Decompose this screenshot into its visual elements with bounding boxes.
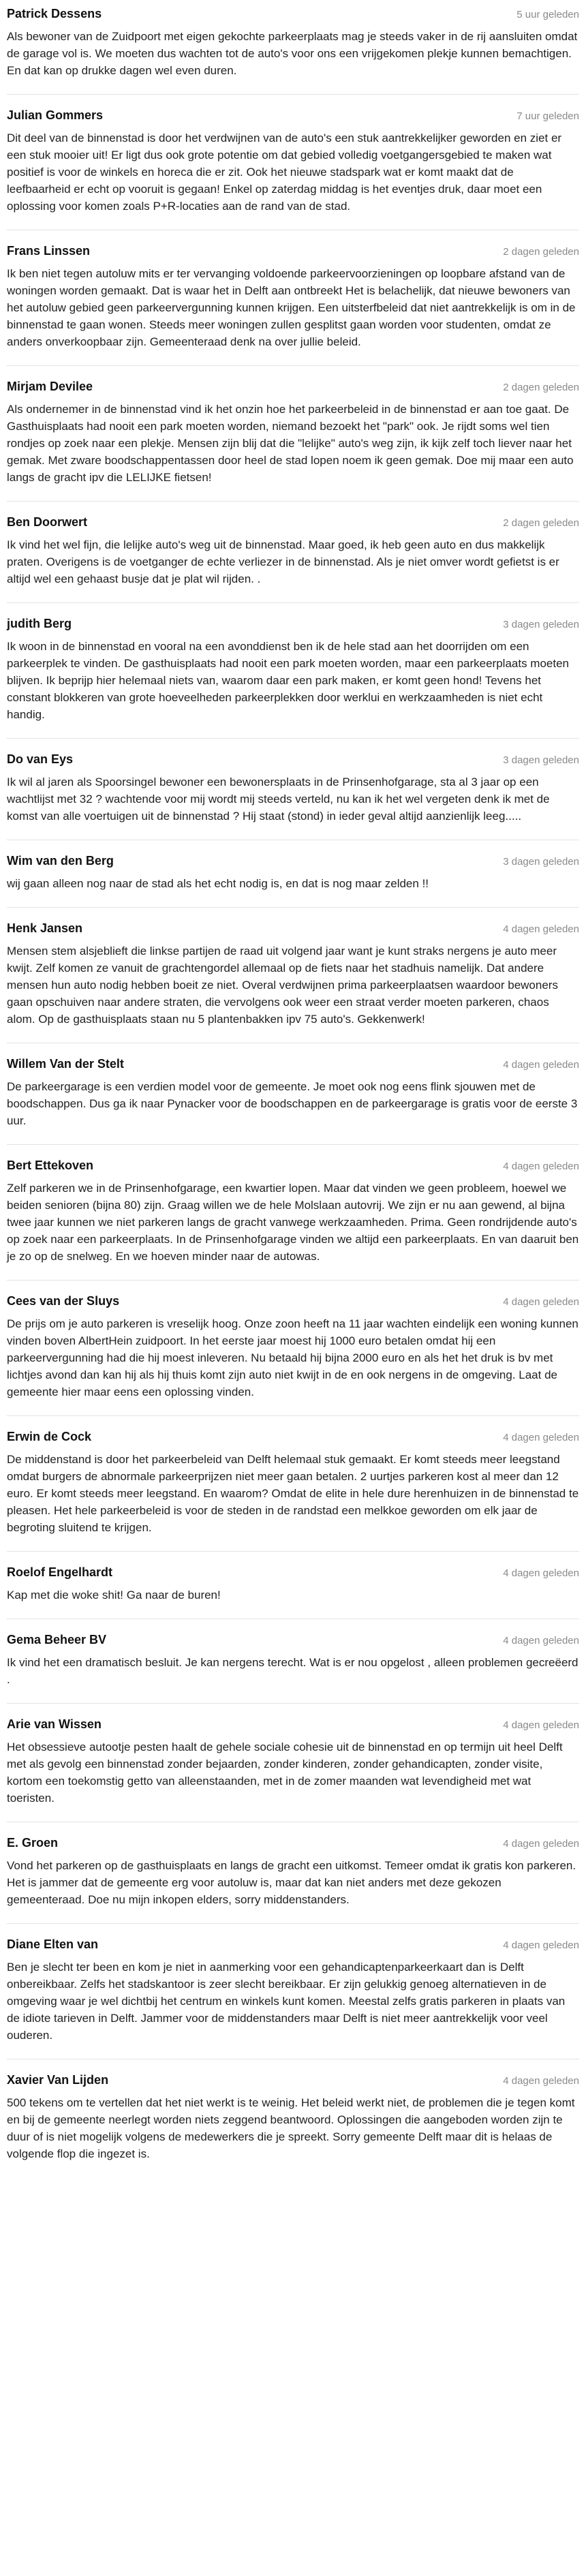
comment (7, 1551, 579, 1619)
comment (7, 501, 579, 602)
comment-time: 4 dagen geleden (503, 1059, 579, 1071)
comment-time: 4 dagen geleden (503, 1635, 579, 1646)
comment (7, 94, 579, 230)
comment (7, 1923, 579, 2059)
comment-author: E. Groen (7, 1836, 59, 1850)
comment-author: Mirjam Devilee (7, 380, 93, 393)
comment-author: Henk Jansen (7, 921, 83, 935)
comment-header (7, 1717, 579, 1732)
comment-header (7, 380, 579, 394)
comment (7, 1619, 579, 1703)
comment-text: Als bewoner van de Zuidpoort met eigen gekochte parkeerplaats mag je steeds vaker in de rij aansluiten omdat de garage vol is. We moeten dus wachten tot de auto's voor ons een vrijgekomen plekje kunnen bemachtigen. En dat kan op drukke dagen wel even duren. (7, 30, 578, 77)
comment-text: De prijs om je auto parkeren is vreselijk hoog. Onze zoon heeft na 11 jaar wachten eindelijk een woning kunnen vinden boven AlbertHein zuidpoort. In het eerste jaar moest hij 1000 euro betalen omdat hij een parkeervergunning had die hij moest inleveren. Nu betaald hij bijna 2000 euro en als het het druk is bv met lichtjes avond dan kan hij als hij thuis komt zijn auto niet kwijt in de en ook nergens in de omgeving. Laat de gemeente hier maar eens een oplossing vinden. (7, 1317, 579, 1398)
comment-header (7, 1633, 579, 1647)
comment-author: Patrick Dessens (7, 7, 102, 20)
comment-time: 4 dagen geleden (503, 1838, 579, 1850)
comment (7, 365, 579, 501)
comment-author: Cees van der Sluys (7, 1294, 120, 1308)
comment-text: Ben je slecht ter been en kom je niet in aanmerking voor een gehandicaptenparkeerkaart dan is Delft onbereikbaar. Zelfs het stadskantoor is zeer slecht bereikbaar. Er zijn gelukkig genoeg alternatieven in de omgeving waar je wel dichtbij het centrum en winkels kunt komen. Meestal zelfs gratis parkeren in plaats van de idiote tarieven in Delft. Jammer voor de middenstanders maar Delft is niet meer aantrekkelijk voor veel ouderen. (7, 1961, 566, 2042)
comment-header (7, 1430, 579, 1444)
comment (7, 1280, 579, 1415)
comment-time: 2 dagen geleden (503, 382, 579, 393)
comment-time: 4 dagen geleden (503, 1296, 579, 1308)
comment-header (7, 1937, 579, 1952)
comment-time: 3 dagen geleden (503, 856, 579, 868)
comment-text: De parkeergarage is een verdien model voor de gemeente. Je moet ook nog eens flink sjouwen met de boodschappen. Dus ga ik naar Pynacker voor de boodschappen en de parkeergarage is gratis voor de eerste 3 uur. (7, 1080, 578, 1127)
comment-author: Arie van Wissen (7, 1717, 102, 1731)
comment-text: De middenstand is door het parkeerbeleid van Delft helemaal stuk gemaakt. Er komt steeds meer leegstand omdat burgers de abnormale parkeerprijzen niet meer gaan betalen. 2 uurtjes parkeren kost al meer dan 12 euro. Er komt steeds meer leegstand. En waarom? Omdat de elite in hele dure herenhuizen in de binnenstad te pleasen. Het hele parkeerbeleid is voor de steden in de randstad een melkkoe geworden om elk jaar de begroting sluitend te krijgen. (7, 1453, 579, 1534)
comment-time: 4 dagen geleden (503, 1567, 579, 1579)
comment-header (7, 1294, 579, 1308)
comment (7, 1822, 579, 1923)
comment-author: Frans Linssen (7, 244, 91, 258)
comment-header (7, 752, 579, 767)
comment-author: Erwin de Cock (7, 1430, 92, 1443)
comment (7, 230, 579, 365)
comment-header (7, 1159, 579, 1173)
comment-author: Roelof Engelhardt (7, 1565, 113, 1579)
comment-text: wij gaan alleen nog naar de stad als het echt nodig is, en dat is nog maar zelden !! (7, 877, 429, 890)
comment-time: 2 dagen geleden (503, 517, 579, 529)
comment (7, 602, 579, 738)
comment-author: Bert Ettekoven (7, 1159, 94, 1172)
comment-header (7, 244, 579, 258)
comment (7, 840, 579, 907)
comment-text: Als ondernemer in de binnenstad vind ik het onzin hoe het parkeerbeleid in de binnenstad er aan toe gaat. De Gasthuisplaats had nooit een park moeten worden, niemand bezoekt het "park" ook. Je rijdt soms wel tien rondjes op zoek naar een plekje. Mensen zijn blij dat die "lelijke" auto's weg zijn, ik kijk zelf toch liever naar het gemak. Met zware boodschappentassen door heel de stad lopen noem ik geen gemak. Doe mij maar een auto langs de gracht ipv die LELIJKE fietsen! (7, 403, 574, 484)
comment-time: 4 dagen geleden (503, 2075, 579, 2087)
comment-header (7, 1057, 579, 1071)
comment-author: Willem Van der Stelt (7, 1057, 124, 1071)
comment-text: Kap met die woke shit! Ga naar de buren! (7, 1589, 221, 1601)
comment (7, 1144, 579, 1280)
comment-text: Dit deel van de binnenstad is door het verdwijnen van de auto's een stuk aantrekkelijker geworden en ziet er een stuk mooier uit! Er ligt dus ook grote potentie om dat gebied volledig voetgangersgebied te maken wat positief is voor de winkels en horeca die er zit. Ook het nieuwe stadspark wat er komt maakt dat de leefbaarheid er echt op vooruit is gegaan! Enkel op zaterdag middag is het eventjes druk, daar moet een oplossing voor komen zoals P+R-locaties aan de rand van de stad. (7, 132, 562, 213)
comment-author: Wim van den Berg (7, 854, 114, 868)
comment-text: Ik vind het een dramatisch besluit. Je kan nergens terecht. Wat is er nou opgelost , alleen problemen gecreëerd . (7, 1656, 579, 1686)
comment-author: Gema Beheer BV (7, 1633, 107, 1646)
comment-author: Do van Eys (7, 752, 74, 766)
comment-author: Julian Gommers (7, 108, 104, 122)
comment-text: Zelf parkeren we in de Prinsenhofgarage, een kwartier lopen. Maar dat vinden we geen probleem, hoewel we beiden senioren (bijna 80) zijn. Graag willen we de hele Molslaan autovrij. We zijn er nu aan gewend, al bijna twee jaar kunnen we niet parkeren langs de gracht vanwege werkzaamheden. Prima. Geen rondrijdende auto's op zoek naar een parkeerplaats. In de Prinsenhofgarage vinden we altijd een parkeerplaats. En van daaruit ben je zo op de snelweg. En we hoeven minder naar de autowas. (7, 1182, 579, 1263)
comment-header (7, 108, 579, 123)
comment-time: 4 dagen geleden (503, 923, 579, 935)
comment-time: 7 uur geleden (516, 110, 579, 122)
comment-header (7, 1836, 579, 1850)
comment (7, 738, 579, 840)
comment-author: Ben Doorwert (7, 515, 88, 529)
comment (7, 0, 579, 94)
comment-author: Diane Elten van (7, 1937, 99, 1951)
comment-time: 4 dagen geleden (503, 1161, 579, 1172)
comment-author: Xavier Van Lijden (7, 2073, 109, 2087)
comment-time: 3 dagen geleden (503, 754, 579, 766)
comment-text: Ik woon in de binnenstad en vooral na een avonddienst ben ik de hele stad aan het doorrijden om een parkeerplek te vinden. De gasthuisplaats had nooit een park moeten worden, maar een parkeerplaats moeten blijven. Ik beprijp hier helemaal niets van, waarom daar een park maken, er komt geen hond! Tevens het constant blokkeren van grote hoeveelheden parkeerplekken door werklui en werkzaamheden is niet echt handig. (7, 640, 570, 721)
comment-header (7, 7, 579, 21)
comment (7, 1703, 579, 1822)
comment-text: Ik vind het wel fijn, die lelijke auto's weg uit de binnenstad. Maar goed, ik heb geen auto en dus makkelijk praten. Overigens is de voetganger de echte verliezer in de binnenstad. Als je niet omver wordt gefietst is er altijd wel een gehaast busje dat je plat wil rijden. . (7, 538, 559, 585)
comment-author: judith Berg (7, 617, 72, 630)
comment (7, 1043, 579, 1144)
comment-text: Ik ben niet tegen autoluw mits er ter vervanging voldoende parkeervoorzieningen op loopbare afstand van de woningen worden gemaakt. Dat is waar het in Delft aan ontbreekt Het is belachelijk, dat nieuwe bewoners van het autoluw gebied geen parkeervergunning kunnen krijgen. Een uitsterfbeleid dat niet aantrekkelijk is om in de binnenstad te gaan wonen. Steeds meer woningen zullen gesplitst gaan worden voor studenten, omdat ze anders onverkoopbaar zijn. Gemeenteraad denk na over jullie beleid. (7, 267, 576, 348)
comment-time: 4 dagen geleden (503, 1939, 579, 1951)
comment-header (7, 1565, 579, 1580)
comment-time: 3 dagen geleden (503, 619, 579, 630)
comment (7, 907, 579, 1043)
comment-time: 2 dagen geleden (503, 246, 579, 258)
comment-time: 5 uur geleden (516, 9, 579, 20)
comment-header (7, 515, 579, 530)
comment-time: 4 dagen geleden (503, 1719, 579, 1731)
comment-header (7, 617, 579, 631)
comment-header (7, 854, 579, 868)
comment (7, 2059, 579, 2177)
comment (7, 1415, 579, 1551)
comment-time: 4 dagen geleden (503, 1432, 579, 1443)
comment-header (7, 2073, 579, 2087)
comment-header (7, 921, 579, 936)
comment-text: 500 tekens om te vertellen dat het niet werkt is te weinig. Het beleid werkt niet, de problemen die je tegen komt en bij de gemeente neerlegt worden niets zeggend beantwoord. Oplossingen die aangeboden worden zijn te duur of is niet mogelijk volgens de medewerkers die je spreekt. Sorry gemeente Delft maar dit is helaas de volgende flop die ingezet is. (7, 2096, 575, 2160)
comment-text: Ik wil al jaren als Spoorsingel bewoner een bewonersplaats in de Prinsenhofgarage, sta al 3 jaar op een wachtlijst met 32 ? wachtende voor mij wordt mij steeds verteld, nu kan ik het wel vergeten denk ik met de komst van alle voertuigen uit de binnenstad ? Hij staat (stond) in ieder geval altijd aanzienlijk leeg..... (7, 776, 550, 823)
comment-text: Het obsessieve autootje pesten haalt de gehele sociale cohesie uit de binnenstad en op termijn uit heel Delft met als gevolg een binnenstad zonder bejaarden, zonder kinderen, zonder gehandicapten, zonder visite, kortom een toekomstig getto van alleenstaanden, met in de zomer maanden wat levendigheid met wat toeristen. (7, 1741, 563, 1805)
comment-text: Vond het parkeren op de gasthuisplaats en langs de gracht een uitkomst. Temeer omdat ik gratis kon parkeren. Het is jammer dat de gemeente erg voor autoluw is, maar dat kan niet anders met deze gekozen gemeenteraad. Doe nu mijn inkopen elders, sorry middenstanders. (7, 1859, 576, 1906)
comment-text: Mensen stem alsjeblieft die linkse partijen de raad uit volgend jaar want je kunt straks nergens je auto meer kwijt. Zelf komen ze vanuit de grachtengordel allemaal op de fiets naar het stadhuis namelijk. Dat andere mensen hun auto nodig hebben boeit ze niet. Overal verdwijnen prima parkeerplaatsen waardoor bewoners gaan opschuiven naar andere straten, die vervolgens ook weer een straat verder moeten parkeren, chaos alom. Op de gasthuisplaats staan nu 5 plantenbakken ipv 75 auto's. Gekkenwerk! (7, 945, 558, 1026)
